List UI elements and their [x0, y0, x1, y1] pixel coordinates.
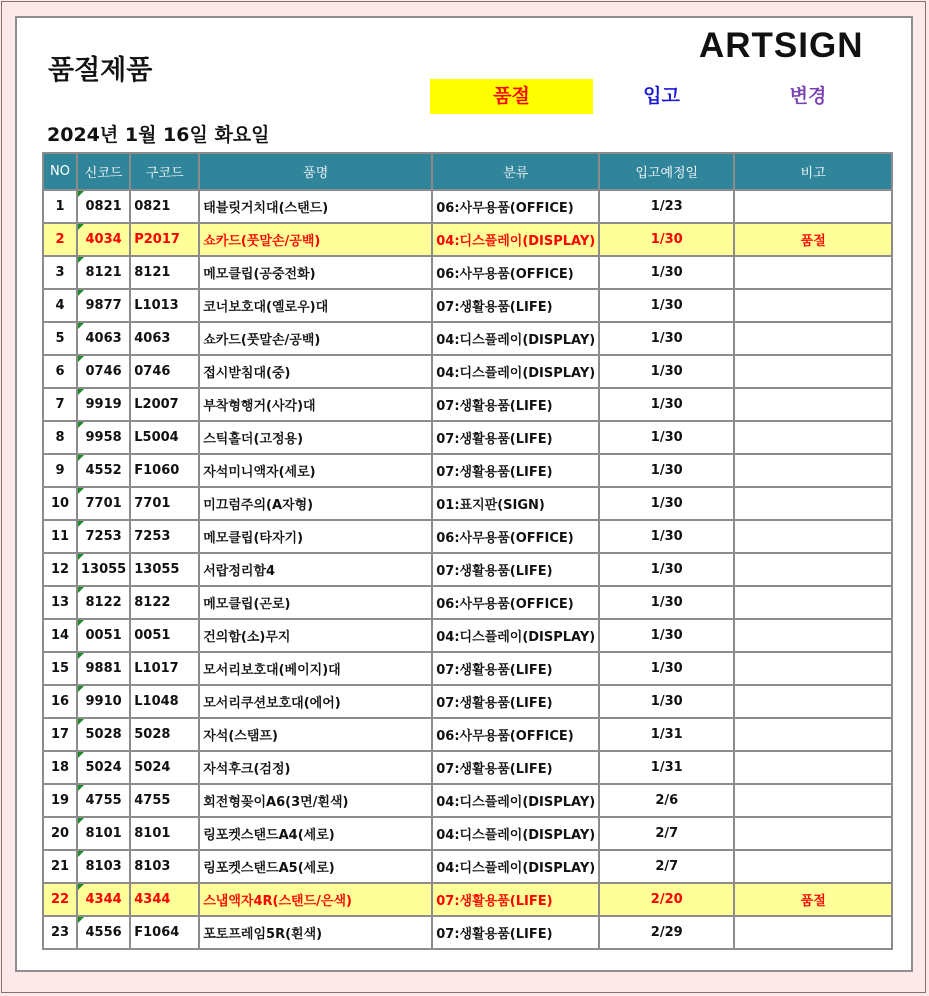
cell-no: 4: [43, 289, 77, 322]
table-row: [43, 355, 892, 388]
col-header-old-code: 구코드: [130, 153, 199, 190]
cell-category: 07:생활용품(LIFE): [432, 454, 599, 487]
cell-note: [734, 388, 892, 421]
cell-date: 1/30: [599, 388, 734, 421]
cell-note: [734, 256, 892, 289]
table-row: [43, 223, 892, 256]
cell-category: 07:생활용품(LIFE): [432, 685, 599, 718]
cell-old-code: 4755: [130, 784, 199, 817]
cell-new-code: 7253: [77, 520, 130, 553]
cell-old-code: F1060: [130, 454, 199, 487]
table-row: [43, 421, 892, 454]
cell-no: 17: [43, 718, 77, 751]
cell-no: 19: [43, 784, 77, 817]
cell-no: 23: [43, 916, 77, 949]
tab-stock[interactable]: 입고: [643, 85, 680, 107]
cell-old-code: L1013: [130, 289, 199, 322]
cell-new-code: 4556: [77, 916, 130, 949]
cell-date: 1/30: [599, 553, 734, 586]
cell-old-code: F1064: [130, 916, 199, 949]
cell-old-code: L1017: [130, 652, 199, 685]
cell-old-code: 8101: [130, 817, 199, 850]
cell-note: [734, 454, 892, 487]
cell-category: 04:디스플레이(DISPLAY): [432, 322, 599, 355]
table-row: [43, 751, 892, 784]
cell-no: 9: [43, 454, 77, 487]
cell-date: 1/30: [599, 520, 734, 553]
cell-name: 미끄럼주의(A자형): [199, 487, 432, 520]
cell-note: [734, 685, 892, 718]
cell-date: 1/30: [599, 652, 734, 685]
table-row: [43, 685, 892, 718]
col-header-category: 분류: [432, 153, 599, 190]
cell-new-code: 4552: [77, 454, 130, 487]
cell-date: 2/6: [599, 784, 734, 817]
cell-no: 22: [43, 883, 77, 916]
cell-old-code: 8121: [130, 256, 199, 289]
cell-note: [734, 718, 892, 751]
cell-category: 07:생활용품(LIFE): [432, 652, 599, 685]
cell-note: [734, 850, 892, 883]
cell-category: 04:디스플레이(DISPLAY): [432, 619, 599, 652]
cell-old-code: L1048: [130, 685, 199, 718]
cell-date: 1/30: [599, 223, 734, 256]
table-row: [43, 487, 892, 520]
cell-new-code: 8101: [77, 817, 130, 850]
cell-no: 14: [43, 619, 77, 652]
cell-note: [734, 619, 892, 652]
cell-note: [734, 652, 892, 685]
cell-date: 1/30: [599, 619, 734, 652]
cell-old-code: 13055: [130, 553, 199, 586]
cell-name: 스냅액자4R(스탠드/은색): [199, 883, 432, 916]
cell-name: 부착형행거(사각)대: [199, 388, 432, 421]
cell-old-code: 8103: [130, 850, 199, 883]
cell-name: 스틱홀더(고정용): [199, 421, 432, 454]
cell-old-code: 4344: [130, 883, 199, 916]
cell-name: 쇼카드(풋말손/공백): [199, 223, 432, 256]
cell-date: 1/30: [599, 289, 734, 322]
cell-no: 6: [43, 355, 77, 388]
cell-name: 메모클립(공중전화): [199, 256, 432, 289]
cell-new-code: 9910: [77, 685, 130, 718]
cell-name: 코너보호대(옐로우)대: [199, 289, 432, 322]
cell-category: 04:디스플레이(DISPLAY): [432, 817, 599, 850]
cell-category: 06:사무용품(OFFICE): [432, 586, 599, 619]
table-row: [43, 553, 892, 586]
report-date: 2024년 1월 16일 화요일: [47, 124, 270, 146]
cell-no: 21: [43, 850, 77, 883]
cell-old-code: P2017: [130, 223, 199, 256]
page-title: 품절제품: [48, 55, 153, 86]
cell-category: 06:사무용품(OFFICE): [432, 718, 599, 751]
brand-logo: ARTSIGN: [699, 26, 864, 65]
cell-new-code: 4063: [77, 322, 130, 355]
cell-new-code: 9919: [77, 388, 130, 421]
cell-no: 13: [43, 586, 77, 619]
cell-new-code: 0746: [77, 355, 130, 388]
tab-change[interactable]: 변경: [789, 85, 827, 107]
cell-date: 1/30: [599, 685, 734, 718]
cell-note: [734, 355, 892, 388]
soldout-table: [42, 152, 893, 950]
table-row: [43, 883, 892, 916]
cell-name: 링포켓스탠드A4(세로): [199, 817, 432, 850]
cell-name: 포토프레임5R(흰색): [199, 916, 432, 949]
cell-name: 자석(스탬프): [199, 718, 432, 751]
cell-name: 모서리쿠션보호대(에어): [199, 685, 432, 718]
cell-no: 18: [43, 751, 77, 784]
cell-name: 회전형꽂이A6(3면/흰색): [199, 784, 432, 817]
cell-date: 1/30: [599, 256, 734, 289]
cell-new-code: 5024: [77, 751, 130, 784]
cell-note: [734, 751, 892, 784]
table-row: [43, 322, 892, 355]
cell-note: [734, 784, 892, 817]
cell-note: [734, 817, 892, 850]
table-row: [43, 388, 892, 421]
cell-no: 12: [43, 553, 77, 586]
cell-date: 2/7: [599, 850, 734, 883]
cell-note: [734, 553, 892, 586]
cell-note: [734, 487, 892, 520]
cell-note: [734, 586, 892, 619]
cell-name: 쇼카드(풋말손/공백): [199, 322, 432, 355]
cell-name: 자석미니액자(세로): [199, 454, 432, 487]
cell-no: 11: [43, 520, 77, 553]
cell-new-code: 8103: [77, 850, 130, 883]
cell-no: 20: [43, 817, 77, 850]
cell-name: 건의함(소)무지: [199, 619, 432, 652]
table-row: [43, 454, 892, 487]
cell-name: 링포켓스탠드A5(세로): [199, 850, 432, 883]
cell-category: 04:디스플레이(DISPLAY): [432, 850, 599, 883]
cell-new-code: 5028: [77, 718, 130, 751]
table-header: [43, 153, 892, 190]
cell-new-code: 4034: [77, 223, 130, 256]
cell-note: [734, 289, 892, 322]
cell-name: 모서리보호대(베이지)대: [199, 652, 432, 685]
cell-no: 1: [43, 190, 77, 223]
cell-note: [734, 322, 892, 355]
cell-old-code: 0051: [130, 619, 199, 652]
table-row: [43, 817, 892, 850]
cell-date: 1/23: [599, 190, 734, 223]
table-row: [43, 289, 892, 322]
cell-name: 메모클립(타자기): [199, 520, 432, 553]
cell-name: 메모클립(곤로): [199, 586, 432, 619]
table-row: [43, 718, 892, 751]
cell-new-code: 13055: [77, 553, 130, 586]
table-row: [43, 850, 892, 883]
table-row: [43, 520, 892, 553]
cell-note: [734, 520, 892, 553]
cell-note: [734, 421, 892, 454]
tab-soldout[interactable]: 품절: [430, 79, 593, 114]
cell-category: 04:디스플레이(DISPLAY): [432, 784, 599, 817]
cell-date: 1/30: [599, 586, 734, 619]
cell-date: 1/30: [599, 454, 734, 487]
cell-no: 2: [43, 223, 77, 256]
cell-new-code: 0051: [77, 619, 130, 652]
col-header-note: 비고: [734, 153, 892, 190]
cell-new-code: 4755: [77, 784, 130, 817]
cell-category: 04:디스플레이(DISPLAY): [432, 223, 599, 256]
table-row: [43, 916, 892, 949]
cell-date: 2/20: [599, 883, 734, 916]
cell-new-code: 7701: [77, 487, 130, 520]
cell-new-code: 8121: [77, 256, 130, 289]
cell-name: 서랍정리함4: [199, 553, 432, 586]
cell-note: 품절: [734, 883, 892, 916]
cell-no: 3: [43, 256, 77, 289]
cell-new-code: 4344: [77, 883, 130, 916]
cell-old-code: 5024: [130, 751, 199, 784]
col-header-no: NO: [43, 153, 77, 190]
cell-date: 1/30: [599, 355, 734, 388]
cell-note: [734, 916, 892, 949]
cell-new-code: 0821: [77, 190, 130, 223]
table-row: [43, 619, 892, 652]
cell-new-code: 9958: [77, 421, 130, 454]
col-header-new-code: 신코드: [77, 153, 130, 190]
col-header-name: 품명: [199, 153, 432, 190]
cell-no: 16: [43, 685, 77, 718]
table-row: [43, 256, 892, 289]
cell-date: 1/31: [599, 751, 734, 784]
cell-no: 5: [43, 322, 77, 355]
cell-date: 1/30: [599, 322, 734, 355]
cell-old-code: 0821: [130, 190, 199, 223]
cell-date: 2/7: [599, 817, 734, 850]
cell-no: 8: [43, 421, 77, 454]
cell-category: 06:사무용품(OFFICE): [432, 520, 599, 553]
cell-new-code: 9881: [77, 652, 130, 685]
cell-old-code: 0746: [130, 355, 199, 388]
cell-new-code: 9877: [77, 289, 130, 322]
cell-category: 01:표지판(SIGN): [432, 487, 599, 520]
cell-category: 07:생활용품(LIFE): [432, 388, 599, 421]
cell-old-code: L5004: [130, 421, 199, 454]
cell-category: 04:디스플레이(DISPLAY): [432, 355, 599, 388]
cell-date: 2/29: [599, 916, 734, 949]
cell-old-code: 7253: [130, 520, 199, 553]
cell-date: 1/31: [599, 718, 734, 751]
table-row: [43, 784, 892, 817]
cell-category: 07:생활용품(LIFE): [432, 883, 599, 916]
cell-old-code: 5028: [130, 718, 199, 751]
cell-category: 07:생활용품(LIFE): [432, 916, 599, 949]
cell-category: 06:사무용품(OFFICE): [432, 256, 599, 289]
table-row: [43, 190, 892, 223]
cell-category: 07:생활용품(LIFE): [432, 751, 599, 784]
cell-name: 접시받침대(중): [199, 355, 432, 388]
cell-no: 7: [43, 388, 77, 421]
cell-note: [734, 190, 892, 223]
cell-new-code: 8122: [77, 586, 130, 619]
cell-category: 07:생활용품(LIFE): [432, 289, 599, 322]
cell-category: 06:사무용품(OFFICE): [432, 190, 599, 223]
cell-old-code: 7701: [130, 487, 199, 520]
table-row: [43, 586, 892, 619]
col-header-date: 입고예정일: [599, 153, 734, 190]
cell-date: 1/30: [599, 487, 734, 520]
table-row: [43, 652, 892, 685]
cell-category: 07:생활용품(LIFE): [432, 421, 599, 454]
cell-old-code: 4063: [130, 322, 199, 355]
cell-category: 07:생활용품(LIFE): [432, 553, 599, 586]
cell-date: 1/30: [599, 421, 734, 454]
cell-note: 품절: [734, 223, 892, 256]
cell-old-code: 8122: [130, 586, 199, 619]
cell-no: 15: [43, 652, 77, 685]
cell-no: 10: [43, 487, 77, 520]
cell-name: 자석후크(검정): [199, 751, 432, 784]
cell-old-code: L2007: [130, 388, 199, 421]
cell-name: 태블릿거치대(스탠드): [199, 190, 432, 223]
